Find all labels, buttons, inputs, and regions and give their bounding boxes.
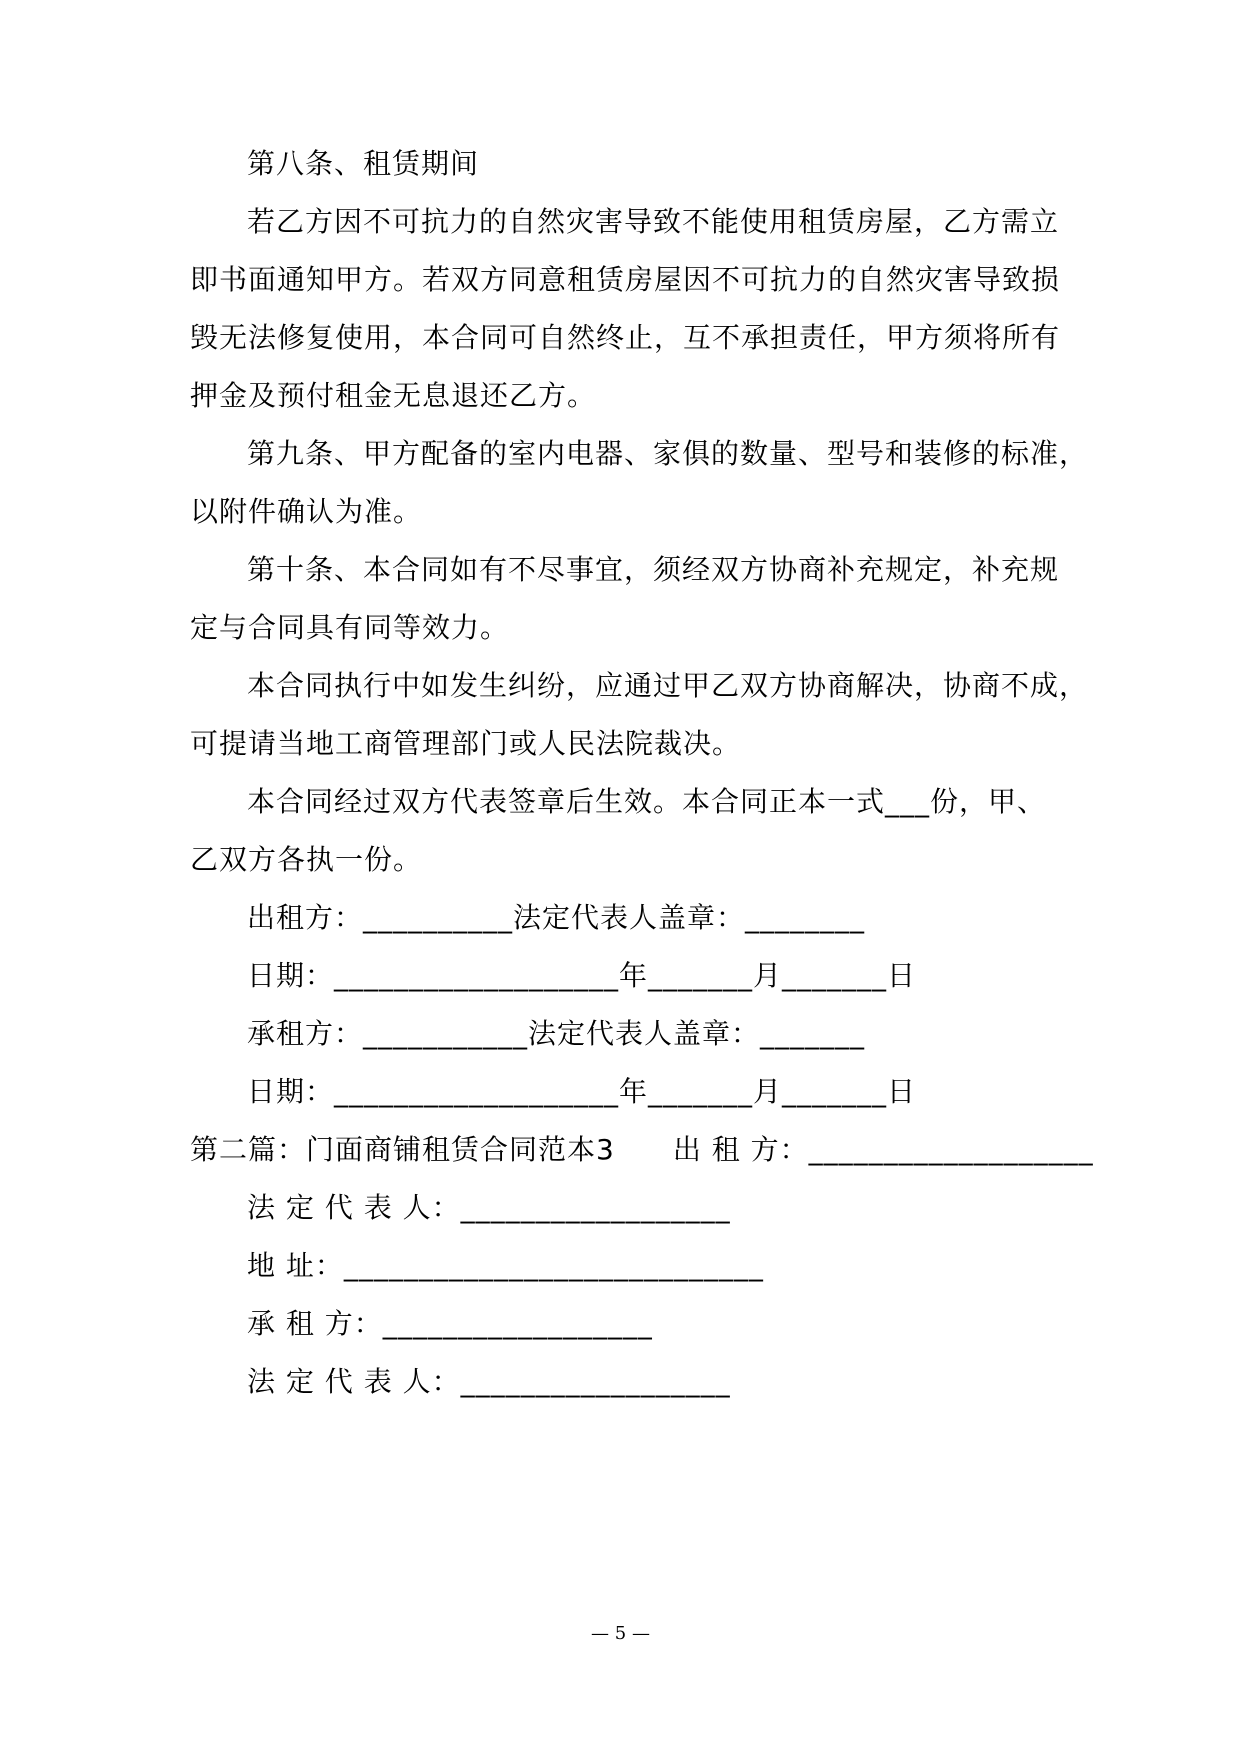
article-8-text-line-4: 押金及预付租金无息退还乙方。 [190,379,597,412]
lessor-date-line: 日期：___________________年_______月_______日 [247,959,917,992]
lessor-representative-line: 法 定 代 表 人：__________________ [247,1191,731,1224]
effectiveness-clause-line-1: 本合同经过双方代表签章后生效。本合同正本一式___份，甲、 [247,785,1047,818]
article-10-line-1: 第十条、本合同如有不尽事宜，须经双方协商补充规定，补充规 [247,553,1060,586]
article-8-text-line-2: 即书面通知甲方。若双方同意租赁房屋因不可抗力的自然灾害导致损 [190,263,1061,296]
page-number: — 5 — [591,1623,650,1644]
article-9-line-2: 以附件确认为准。 [190,495,423,528]
article-8-text-line-3: 毁无法修复使用，本合同可自然终止，互不承担责任，甲方须将所有 [190,321,1061,354]
part-2-title-line: 第二篇：门面商铺租赁合同范本3 出 租 方：___________________ [190,1133,1094,1166]
article-9-line-1: 第九条、甲方配备的室内电器、家俱的数量、型号和装修的标准， [247,437,1089,470]
lessor-signature-line: 出租方：__________法定代表人盖章：________ [247,901,866,934]
article-10-line-2: 定与合同具有同等效力。 [190,611,510,644]
lessee-line: 承 租 方：__________________ [247,1307,653,1340]
lessee-signature-line: 承租方：___________法定代表人盖章：_______ [247,1017,866,1050]
article-8-heading: 第八条、租赁期间 [247,147,480,180]
article-8-text-line-1: 若乙方因不可抗力的自然灾害导致不能使用租赁房屋，乙方需立 [247,205,1060,238]
dispute-clause-line-1: 本合同执行中如发生纠纷，应通过甲乙双方协商解决，协商不成， [247,669,1089,702]
dispute-clause-line-2: 可提请当地工商管理部门或人民法院裁决。 [190,727,742,760]
effectiveness-clause-line-2: 乙双方各执一份。 [190,843,423,876]
lessee-date-line: 日期：___________________年_______月_______日 [247,1075,917,1108]
address-line: 地 址：____________________________ [247,1249,764,1282]
lessee-representative-line: 法 定 代 表 人：__________________ [247,1365,731,1398]
